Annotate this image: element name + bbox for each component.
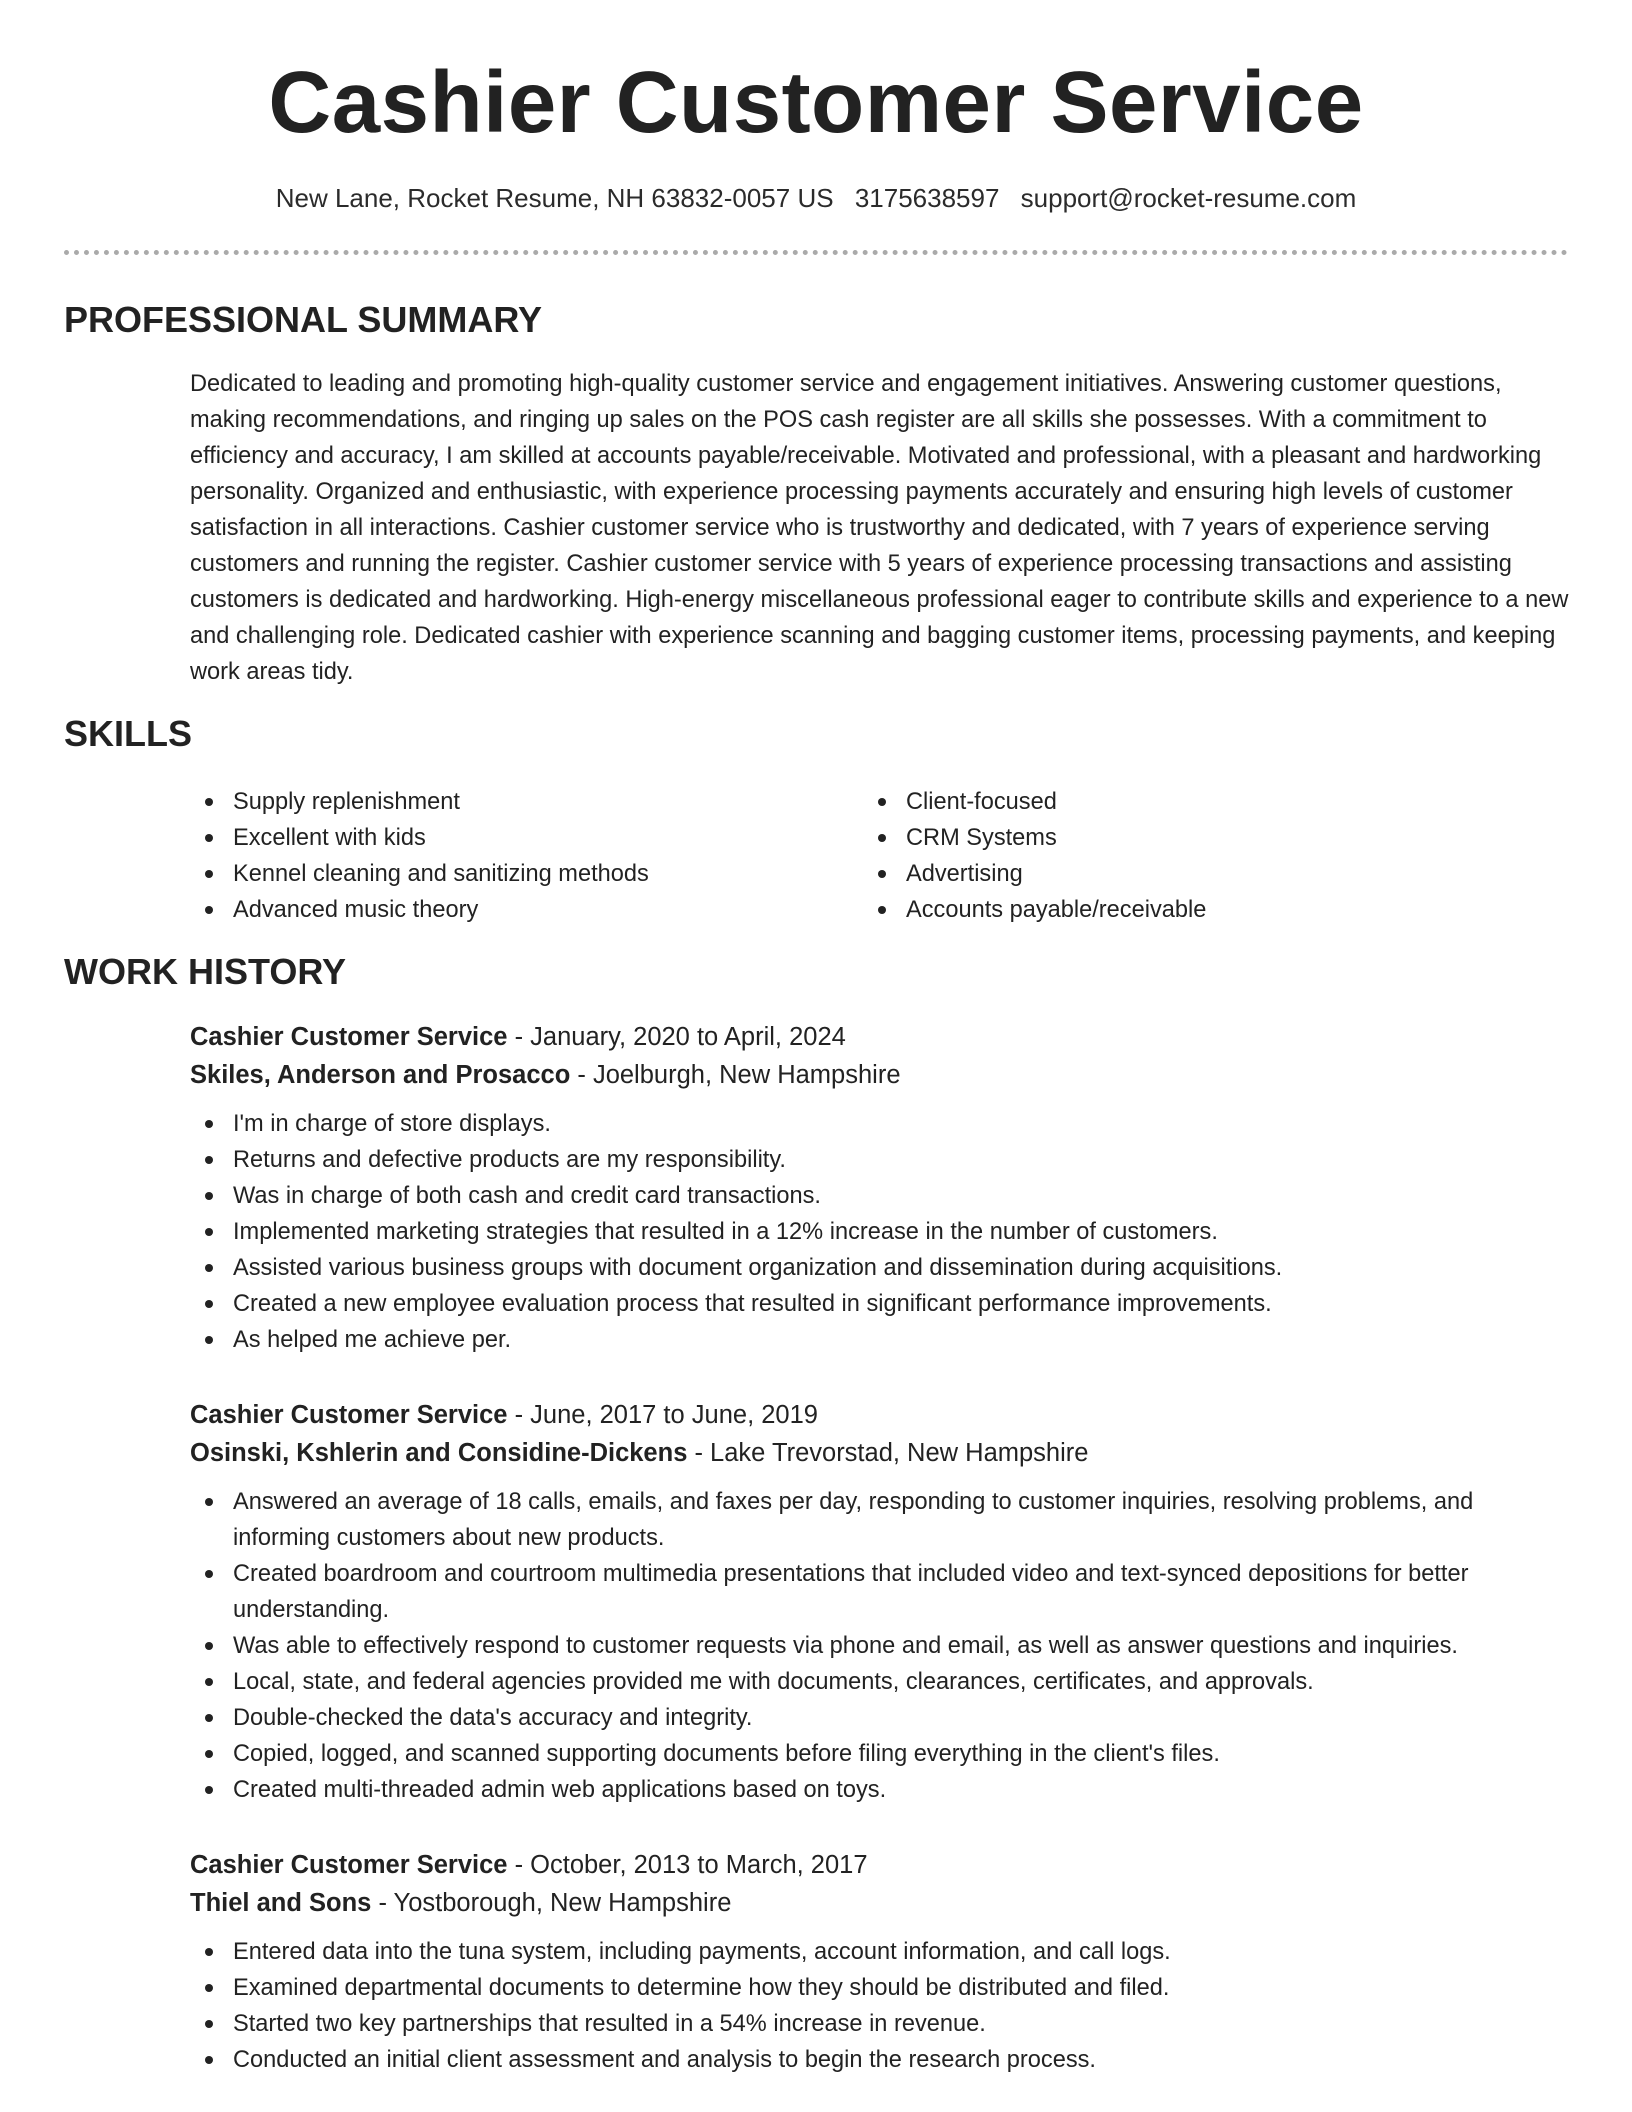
job-bullet: Implemented marketing strategies that resulted in a 12% increase in the number of customers. — [190, 1214, 1570, 1250]
job-bullet: Created a new employee evaluation process that resulted in significant performance improvements. — [190, 1286, 1570, 1322]
job-bullet: Local, state, and federal agencies provided me with documents, clearances, certificates, and approvals. — [190, 1664, 1570, 1700]
skills-list-left — [190, 784, 830, 928]
skill-item: Advertising — [863, 856, 1503, 892]
skills-list-right — [863, 784, 1503, 928]
job-bullet: Was able to effectively respond to customer requests via phone and email, as well as answer questions and inquiries. — [190, 1628, 1570, 1664]
skill-item: Advanced music theory — [190, 892, 830, 928]
contact-phone: 3175638597 — [854, 183, 1000, 213]
contact-address: New Lane, Rocket Resume, NH 63832-0057 US — [275, 183, 834, 213]
job-company: Skiles, Anderson and Prosacco — [190, 1061, 571, 1089]
section-title-skills: SKILLS — [64, 713, 193, 754]
skill-item: CRM Systems — [863, 820, 1503, 856]
contact-email: support@rocket-resume.com — [1020, 183, 1357, 213]
job-title: Cashier Customer Service — [190, 1851, 508, 1879]
job-bullets — [190, 1934, 1570, 2078]
job-location: - Yostborough, New Hampshire — [371, 1889, 732, 1917]
job-bullet: Entered data into the tuna system, including payments, account information, and call logs. — [190, 1934, 1570, 1970]
job-title-line — [190, 1018, 1570, 1056]
skill-item: Kennel cleaning and sanitizing methods — [190, 856, 830, 892]
job-title-line — [190, 1396, 1570, 1434]
job-bullet: Started two key partnerships that resulted in a 54% increase in revenue. — [190, 2006, 1570, 2042]
job-bullet: Conducted an initial client assessment and analysis to begin the research process. — [190, 2042, 1570, 2078]
job-company: Thiel and Sons — [190, 1889, 372, 1917]
job-bullet: Created boardroom and courtroom multimedia presentations that included video and text-synced depositions for better understanding. — [190, 1556, 1570, 1628]
skills-column-right — [863, 784, 1503, 928]
job-location: - Lake Trevorstad, New Hampshire — [687, 1439, 1089, 1467]
summary-text: Dedicated to leading and promoting high-quality customer service and engagement initiatives. Answering customer questions, making recommendations, and ringing up sales on the POS cash register are all skills she possesses. With a commitment to efficiency and accuracy, I am skilled at accounts payable/receivable. Motivated and professional, with a pleasant and hardworking personality. Organized and enthusiastic, with experience processing payments accurately and ensuring high levels of customer satisfaction in all interactions. Cashier customer service who is trustworthy and dedicated, with 7 years of experience serving customers and running the register. Cashier customer service with 5 years of experience processing transactions and assisting customers is dedicated and hardworking. High-energy miscellaneous professional eager to contribute skills and experience to a new and challenging role. Dedicated cashier with experience scanning and bagging customer items, processing payments, and keeping work areas tidy. — [190, 371, 1569, 685]
job-bullet: As helped me achieve per. — [190, 1322, 1570, 1358]
job-bullet: Examined departmental documents to determine how they should be distributed and filed. — [190, 1970, 1570, 2006]
contact-line — [0, 180, 1632, 216]
job-title: Cashier Customer Service — [190, 1401, 508, 1429]
job-company-line — [190, 1434, 1570, 1472]
job-bullets — [190, 1484, 1570, 1808]
job-bullet: I'm in charge of store displays. — [190, 1106, 1570, 1142]
resume-name: Cashier Customer Service — [268, 54, 1364, 151]
job-entry — [190, 1018, 1570, 1358]
skill-item: Client-focused — [863, 784, 1503, 820]
job-bullet: Assisted various business groups with document organization and dissemination during acquisitions. — [190, 1250, 1570, 1286]
job-company-line — [190, 1884, 1570, 1922]
job-entry — [190, 1396, 1570, 1808]
job-location: - Joelburgh, New Hampshire — [570, 1061, 901, 1089]
header-divider — [64, 250, 1568, 255]
job-bullet: Created multi-threaded admin web applications based on toys. — [190, 1772, 1570, 1808]
job-bullet: Answered an average of 18 calls, emails, and faxes per day, responding to customer inquiries, resolving problems, and informing customers about new products. — [190, 1484, 1570, 1556]
job-bullet: Copied, logged, and scanned supporting documents before filing everything in the client's files. — [190, 1736, 1570, 1772]
skill-item: Excellent with kids — [190, 820, 830, 856]
job-bullets — [190, 1106, 1570, 1358]
job-entry — [190, 1846, 1570, 2078]
job-title: Cashier Customer Service — [190, 1023, 508, 1051]
job-bullet: Double-checked the data's accuracy and integrity. — [190, 1700, 1570, 1736]
job-bullet: Was in charge of both cash and credit card transactions. — [190, 1178, 1570, 1214]
section-title-work-history: WORK HISTORY — [64, 951, 347, 992]
section-title-summary: PROFESSIONAL SUMMARY — [64, 299, 543, 340]
job-bullet: Returns and defective products are my responsibility. — [190, 1142, 1570, 1178]
skill-item: Accounts payable/receivable — [863, 892, 1503, 928]
job-dates: - June, 2017 to June, 2019 — [507, 1401, 818, 1429]
job-company-line — [190, 1056, 1570, 1094]
skill-item: Supply replenishment — [190, 784, 830, 820]
skills-column-left — [190, 784, 830, 928]
job-company: Osinski, Kshlerin and Considine-Dickens — [190, 1439, 688, 1467]
job-title-line — [190, 1846, 1570, 1884]
job-dates: - January, 2020 to April, 2024 — [507, 1023, 846, 1051]
job-dates: - October, 2013 to March, 2017 — [507, 1851, 868, 1879]
